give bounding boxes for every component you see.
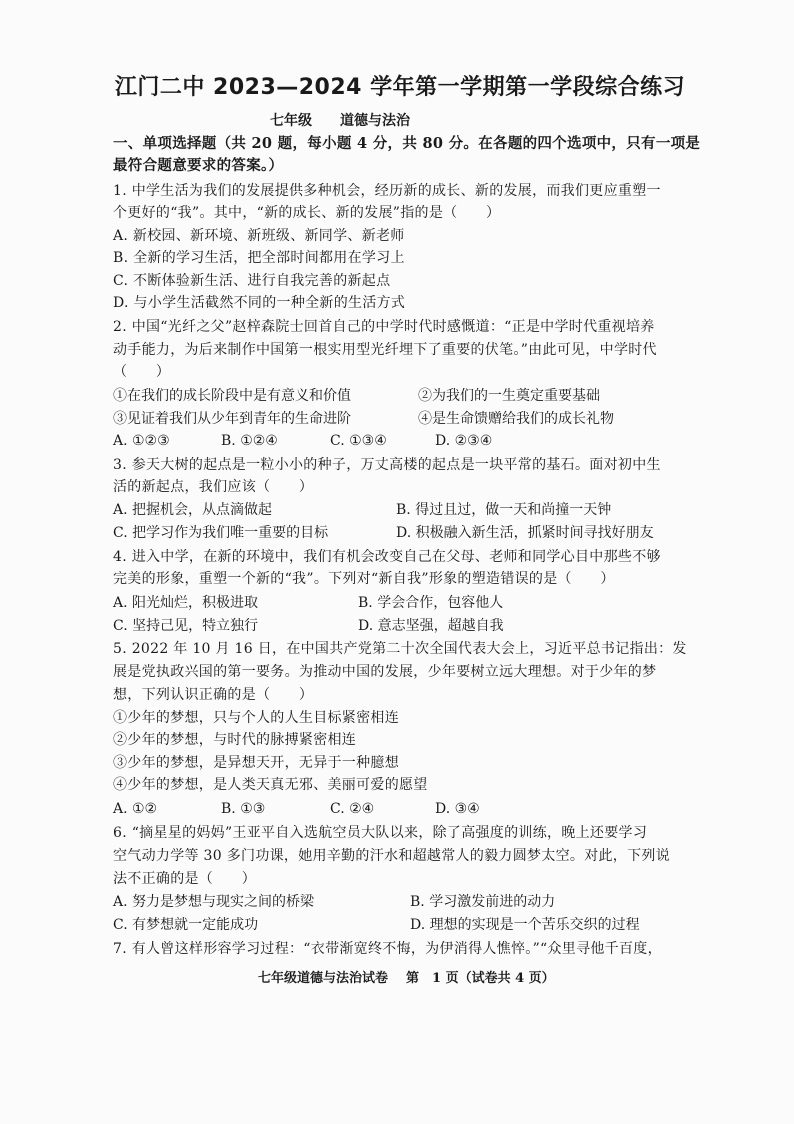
q1-stem-cont: 个更好的“我”。其中，“新的成长、新的发展”指的是（ ） xyxy=(113,205,501,221)
q1-option-c: C. 不断体验新生活、进行自我完善的新起点 xyxy=(113,273,391,289)
q2-option-b: B. ①②④ xyxy=(221,433,278,449)
q5-option-c: C. ②④ xyxy=(330,801,375,817)
q4-option-d: D. 意志坚强，超越自我 xyxy=(358,618,504,634)
q5-statement-1: ①少年的梦想，只与个人的人生目标紧密相连 xyxy=(113,710,399,726)
q4-option-a: A. 阳光灿烂，积极进取 xyxy=(113,595,259,611)
q5-stem: 5. 2022 年 10 月 16 日，在中国共产党第二十次全国代表大会上，习近平总书记指出：发 xyxy=(113,641,687,657)
q3-option-b: B. 得过且过，做一天和尚撞一天钟 xyxy=(396,502,612,518)
q2-statement-4: ④是生命馈赠给我们的成长礼物 xyxy=(418,411,614,427)
q2-statement-2: ②为我们的一生奠定重要基础 xyxy=(418,388,600,404)
q2-option-a: A. ①②③ xyxy=(113,433,170,449)
exam-subtitle xyxy=(270,110,410,130)
q4-option-c: C. 坚持己见，特立独行 xyxy=(113,618,259,634)
q5-statement-2: ②少年的梦想，与时代的脉搏紧密相连 xyxy=(113,732,357,748)
q5-option-a: A. ①② xyxy=(113,801,158,817)
q6-stem: 6. “摘星星的妈妈”王亚平自入选航空员大队以来，除了高强度的训练，晚上还要学习 xyxy=(113,825,648,841)
q3-option-d: D. 积极融入新生活，抓紧时间寻找好朋友 xyxy=(396,525,654,541)
exam-title: 江门二中 2023—2024 学年第一学期第一学段综合练习 xyxy=(114,75,686,100)
q3-option-a: A. 把握机会，从点滴做起 xyxy=(113,502,273,518)
q2-stem-blank: （ ） xyxy=(113,364,171,380)
q5-option-b: B. ①③ xyxy=(221,801,266,817)
q5-statement-4: ④少年的梦想，是人类天真无邪、美丽可爱的愿望 xyxy=(113,777,428,793)
section-heading-cont: 最符合题意要求的答案。） xyxy=(113,157,284,174)
q1-option-d: D. 与小学生活截然不同的一种全新的生活方式 xyxy=(113,295,406,311)
section-heading: 一、单项选择题（共 20 题，每小题 4 分，共 80 分。在各题的四个选项中，只有一项是 xyxy=(113,135,701,152)
q6-stem-cont: 空气动力学等 30 多门功课，她用辛勤的汗水和超越常人的毅力圆梦太空。对此，下列说 xyxy=(113,848,671,864)
q5-option-d: D. ③④ xyxy=(435,801,480,817)
q3-option-c: C. 把学习作为我们唯一重要的目标 xyxy=(113,525,329,541)
q1-stem: 1. 中学生活为我们的发展提供多种机会，经历新的成长、新的发展，而我们更应重塑一 xyxy=(113,183,661,199)
q5-statement-3: ③少年的梦想，是异想天开，无异于一种臆想 xyxy=(113,755,399,771)
q5-stem-cont: 展是党执政兴国的第一要务。为推动中国的发展，少年要树立远大理想。对于少年的梦 xyxy=(113,664,657,680)
q4-stem: 4. 进入中学，在新的环境中，我们有机会改变自己在父母、老师和同学心目中那些不够 xyxy=(113,549,661,565)
q2-statement-3: ③见证着我们从少年到青年的生命进阶 xyxy=(113,411,351,427)
q6-stem-cont2: 法不正确的是（ ） xyxy=(113,871,256,887)
q6-option-a: A. 努力是梦想与现实之间的桥梁 xyxy=(113,894,315,910)
page-footer xyxy=(258,967,555,986)
q1-option-a: A. 新校园、新环境、新班级、新同学、新老师 xyxy=(113,228,405,244)
q6-option-d: D. 理想的实现是一个苦乐交织的过程 xyxy=(410,917,640,933)
grade-label: 七年级 xyxy=(270,113,312,129)
q3-stem: 3. 参天大树的起点是一粒小小的种子，万丈高楼的起点是一块平常的基石。面对初中生 xyxy=(113,457,661,473)
q4-option-b: B. 学会合作，包容他人 xyxy=(358,595,504,611)
q2-stem: 2. 中国“光纤之父”赵梓森院士回首自己的中学时代时感慨道：“正是中学时代重视培养 xyxy=(113,319,655,335)
footer-paper-name: 七年级道德与法治试卷 xyxy=(258,971,389,986)
q3-stem-cont: 活的新起点，我们应该（ ） xyxy=(113,479,314,495)
subject-label: 道德与法治 xyxy=(340,113,410,129)
q2-stem-cont: 动手能力，为后来制作中国第一根实用型光纤埋下了重要的伏笔。”由此可见，中学时代 xyxy=(113,342,657,358)
q4-stem-cont: 完美的形象，重塑一个新的“我”。下列对“新自我”形象的塑造错误的是（ ） xyxy=(113,571,615,587)
q6-option-b: B. 学习激发前进的动力 xyxy=(410,894,556,910)
footer-page-number: 第 1 页（试卷共 4 页） xyxy=(406,971,555,986)
q6-option-c: C. 有梦想就一定能成功 xyxy=(113,917,259,933)
q7-stem: 7. 有人曾这样形容学习过程：“衣带渐宽终不悔，为伊消得人憔悴。”“众里寻他千百度， xyxy=(113,941,662,957)
q2-option-c: C. ①③④ xyxy=(330,433,387,449)
q1-option-b: B. 全新的学习生活，把全部时间都用在学习上 xyxy=(113,250,405,266)
q2-option-d: D. ②③④ xyxy=(435,433,493,449)
q5-stem-cont2: 想，下列认识正确的是（ ） xyxy=(113,687,314,703)
q2-statement-1: ①在我们的成长阶段中是有意义和价值 xyxy=(113,388,351,404)
